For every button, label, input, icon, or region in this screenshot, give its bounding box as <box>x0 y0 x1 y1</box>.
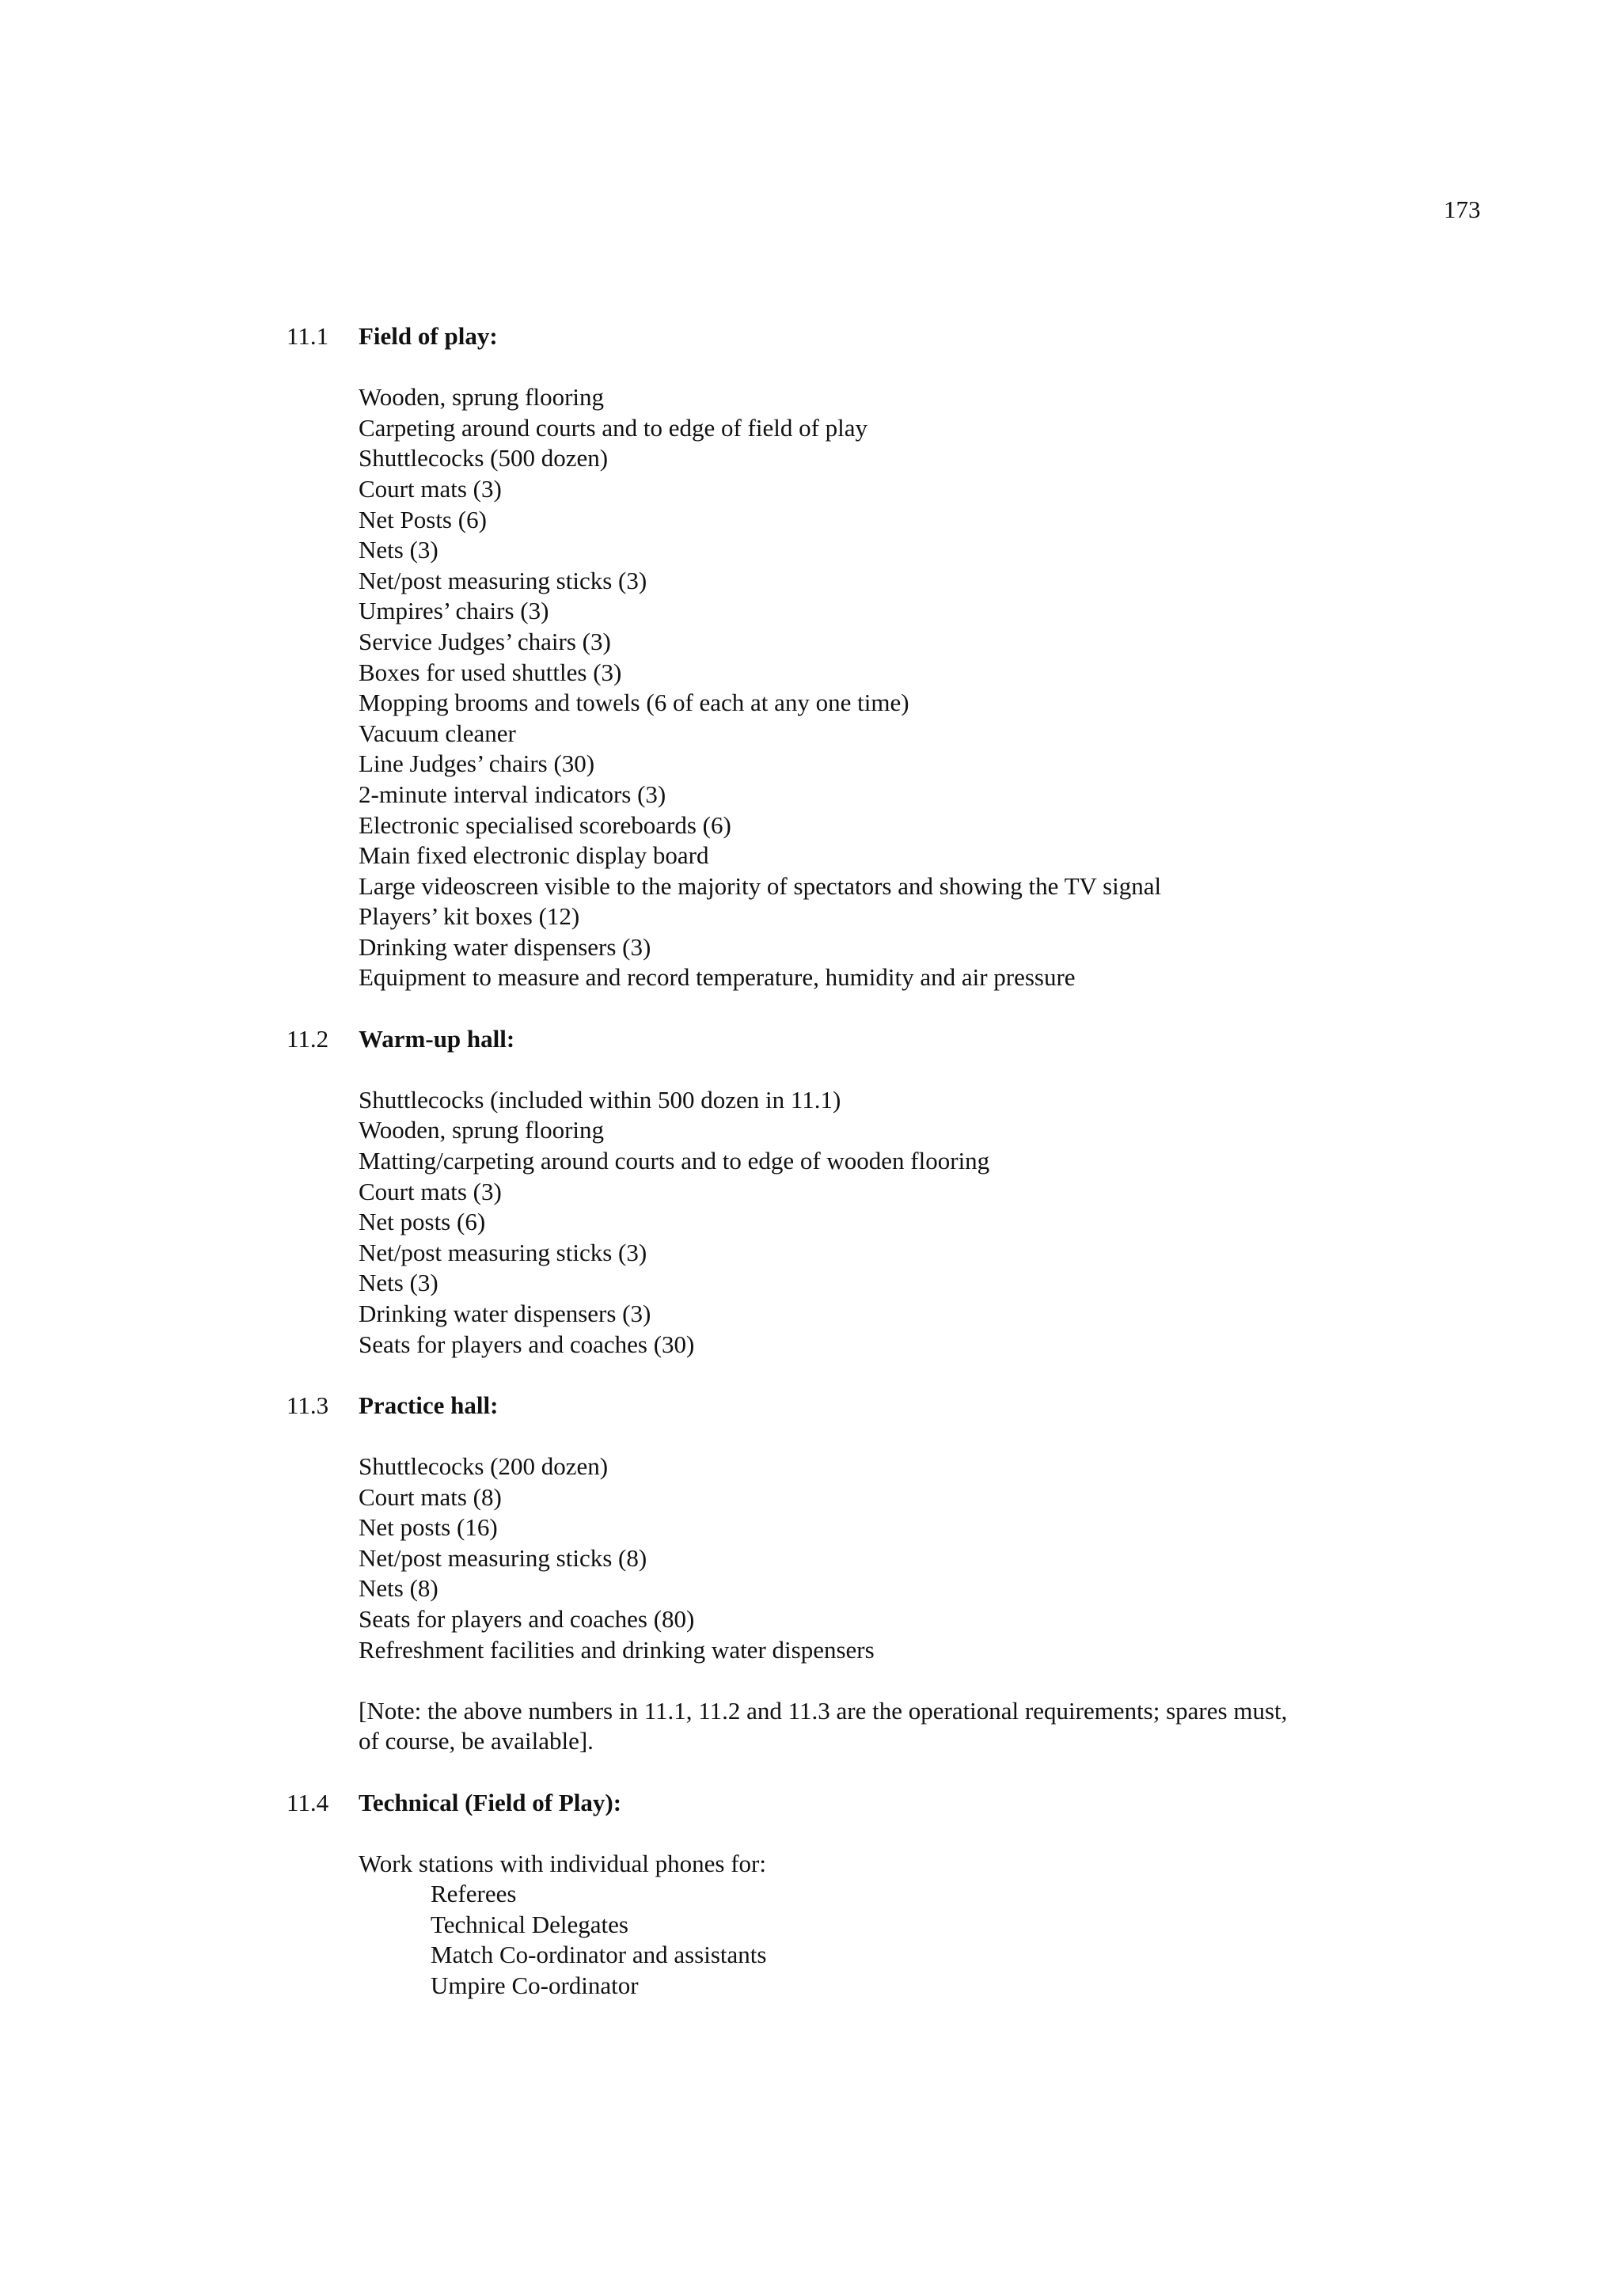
list-item: Electronic specialised scoreboards (6) <box>359 810 731 839</box>
list-item: Drinking water dispensers (3) <box>359 1300 651 1327</box>
list-item: Nets (3) <box>359 1269 438 1297</box>
section-number: 11.2 <box>287 1024 329 1053</box>
section-number: 11.1 <box>287 322 329 350</box>
list-item: Umpire Co-ordinator <box>431 1972 639 2000</box>
list-item: Net Posts (6) <box>359 505 487 533</box>
list-item: Net/post measuring sticks (8) <box>359 1543 647 1572</box>
field-of-play-list <box>359 382 1474 993</box>
list-item: Vacuum cleaner <box>359 719 516 747</box>
list-item: Match Co-ordinator and assistants <box>431 1941 767 1969</box>
section-heading-11-4 <box>287 1788 1474 1819</box>
list-item: Drinking water dispensers (3) <box>359 932 651 961</box>
list-item: Court mats (3) <box>359 1177 502 1205</box>
list-item: Technical Delegates <box>431 1910 628 1938</box>
list-item: Net posts (16) <box>359 1513 498 1542</box>
section-title: Warm-up hall: <box>359 1024 515 1053</box>
technical-workstation-list <box>359 1879 1474 2001</box>
list-item: Wooden, sprung flooring <box>359 383 605 412</box>
note-paragraph <box>359 1696 1388 1757</box>
section-number: 11.4 <box>287 1788 329 1816</box>
list-item: Net/post measuring sticks (3) <box>359 1238 647 1266</box>
list-item: Large videoscreen visible to the majority of spectators and showing the TV signal <box>359 871 1162 900</box>
list-item: Line Judges’ chairs (30) <box>359 750 595 778</box>
practice-hall-list <box>359 1452 1474 1665</box>
section-title: Practice hall: <box>359 1391 499 1419</box>
list-item: Referees <box>431 1880 517 1908</box>
list-item: Service Judges’ chairs (3) <box>359 627 611 655</box>
section-number: 11.3 <box>287 1391 329 1419</box>
list-item: Net/post measuring sticks (3) <box>359 566 647 594</box>
section-heading-11-2 <box>287 1024 1474 1055</box>
list-item: Shuttlecocks (200 dozen) <box>359 1452 609 1480</box>
list-item: Equipment to measure and record temperature, humidity and air pressure <box>359 963 1076 992</box>
section-heading-11-3 <box>287 1391 1474 1421</box>
list-item: Boxes for used shuttles (3) <box>359 658 622 686</box>
section-heading-11-1 <box>287 321 1474 352</box>
list-item: Nets (3) <box>359 536 438 564</box>
list-item: Shuttlecocks (included within 500 dozen in 11.1) <box>359 1085 841 1114</box>
document-body <box>287 321 1474 2002</box>
list-item: Players’ kit boxes (12) <box>359 902 580 931</box>
list-item: Court mats (3) <box>359 474 502 503</box>
section-title: Field of play: <box>359 322 498 350</box>
list-item: Main fixed electronic display board <box>359 841 709 870</box>
list-item: Mopping brooms and towels (6 of each at any one time) <box>359 689 909 717</box>
section-title: Technical (Field of Play): <box>359 1788 622 1816</box>
list-item: Carpeting around courts and to edge of field of play <box>359 413 868 442</box>
list-item: Net posts (6) <box>359 1208 486 1236</box>
note-line: [Note: the above numbers in 11.1, 11.2 and 11.3 are the operational requirements; spares must, <box>359 1696 1288 1725</box>
list-item: Matting/carpeting around courts and to edge of wooden flooring <box>359 1147 990 1175</box>
list-item: Wooden, sprung flooring <box>359 1116 605 1144</box>
technical-intro: Work stations with individual phones for: <box>359 1849 766 1877</box>
note-line: of course, be available]. <box>359 1727 594 1755</box>
list-item: Seats for players and coaches (30) <box>359 1330 695 1358</box>
warm-up-hall-list <box>359 1085 1474 1360</box>
list-item: Shuttlecocks (500 dozen) <box>359 444 609 472</box>
list-item: Court mats (8) <box>359 1482 502 1511</box>
page-number: 173 <box>1444 195 1481 223</box>
list-item: Seats for players and coaches (80) <box>359 1604 695 1633</box>
list-item: Refreshment facilities and drinking water dispensers <box>359 1635 875 1664</box>
list-item: 2-minute interval indicators (3) <box>359 780 666 808</box>
list-item: Nets (8) <box>359 1574 438 1603</box>
list-item: Umpires’ chairs (3) <box>359 597 549 625</box>
